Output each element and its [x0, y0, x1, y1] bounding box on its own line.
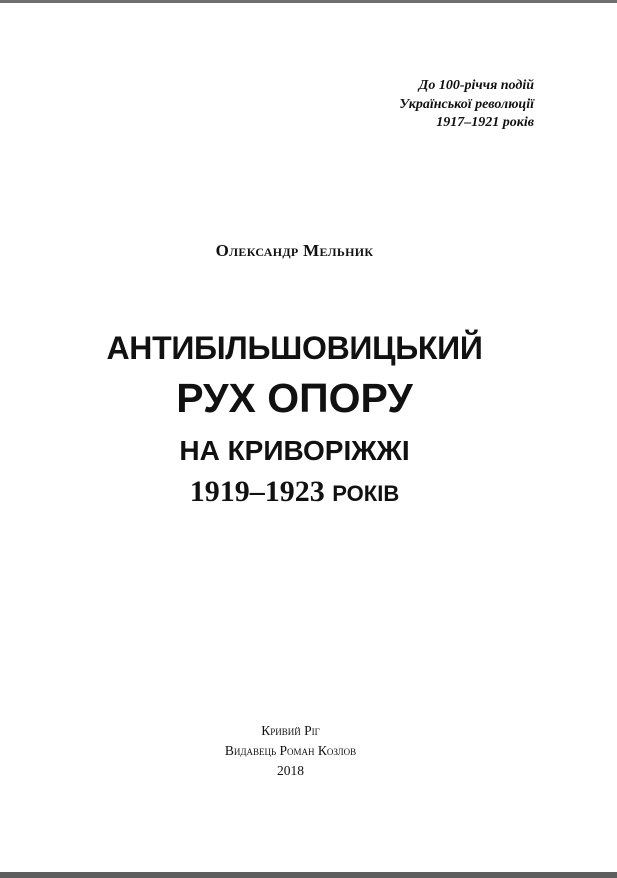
title-line-1: АНТИБІЛЬШОВИЦЬКИЙ — [106, 330, 483, 366]
title-line-1-block — [0, 329, 617, 367]
bottom-border — [0, 872, 617, 878]
top-border — [0, 0, 617, 3]
imprint-year: 2018 — [277, 763, 304, 778]
dedication-line-1: До 100-річчя подій — [418, 78, 534, 93]
title-line-3: НА КРИВОРІЖЖІ — [179, 435, 410, 466]
title-line-3-block — [0, 434, 617, 468]
dedication-line-3: 1917–1921 років — [436, 115, 534, 130]
author-name-block — [0, 240, 617, 262]
title-line-4 — [190, 474, 399, 512]
title-line-4-block — [0, 474, 617, 512]
imprint-publisher: Видавець Роман Козлов — [224, 743, 357, 758]
author-name: Олександр Мельник — [215, 241, 374, 260]
title-line-2: РУХ ОПОРУ — [176, 375, 413, 421]
imprint — [0, 721, 617, 781]
title-years: 1919–1923 — [189, 475, 325, 508]
title-line-2-block — [0, 374, 617, 422]
dedication — [399, 77, 534, 133]
imprint-city: Кривий Ріг — [261, 723, 320, 738]
title-years-suffix: РОКІВ — [332, 481, 400, 506]
dedication-line-2: Української революції — [399, 96, 534, 112]
